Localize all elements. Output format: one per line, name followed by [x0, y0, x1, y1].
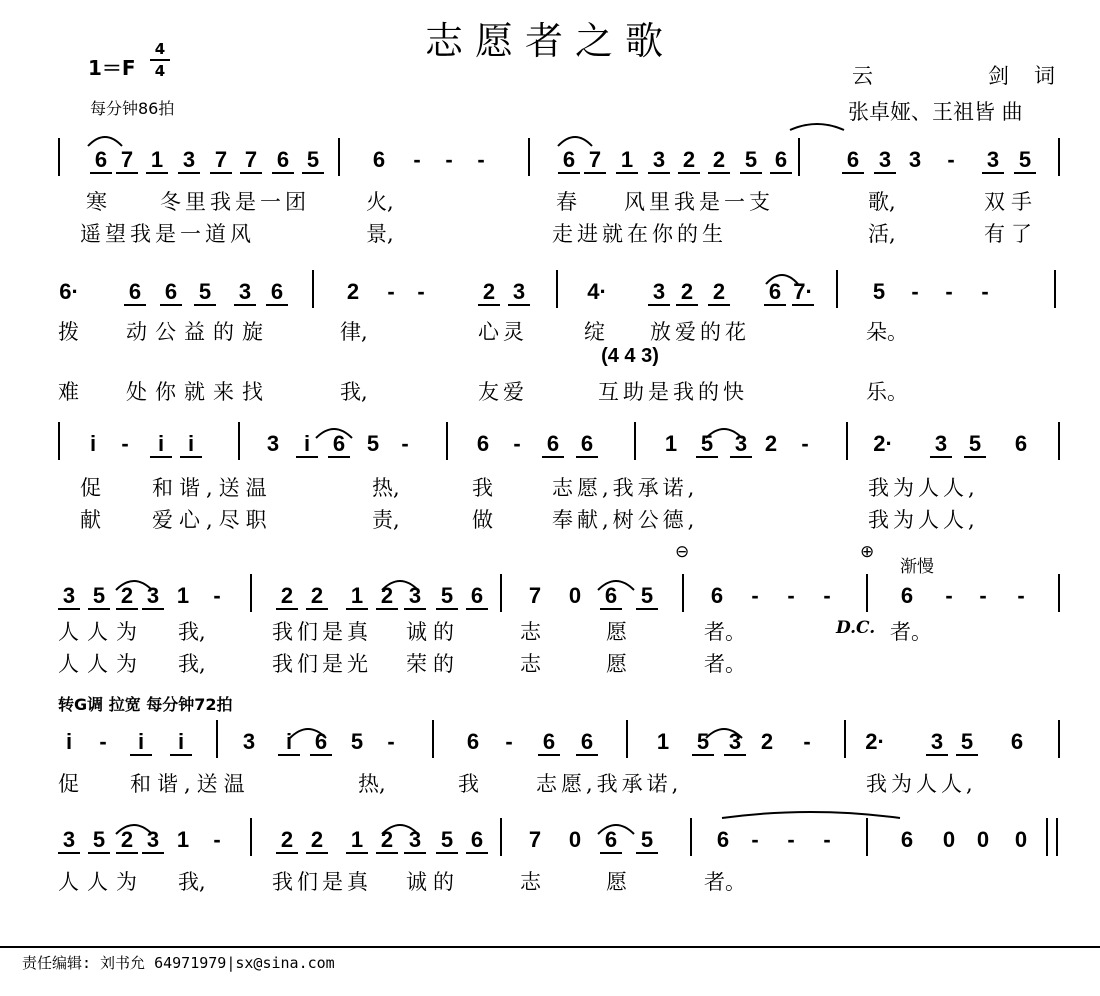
sustain-dash: - — [823, 827, 831, 852]
note: 5 — [636, 584, 658, 610]
note: 3 — [982, 148, 1004, 174]
coda-mark: ⊕ — [860, 542, 875, 562]
note: i — [170, 730, 192, 756]
sustain-dash: - — [787, 827, 795, 852]
note: 6· — [59, 279, 79, 304]
note: 2 — [306, 828, 328, 854]
lyric: 动公益的旋 — [126, 320, 271, 344]
note: 6 — [466, 584, 488, 610]
editor-credit: 责任编辑: 刘书允 64971979|sx@sina.com — [22, 954, 335, 972]
lyric: 遥望我是一道风 — [80, 222, 255, 246]
note: 6 — [576, 730, 598, 756]
note: 3 — [730, 432, 752, 458]
note: 5 — [1014, 148, 1036, 174]
note: 3 — [404, 828, 426, 854]
lyric: 冬里我是一团 — [160, 190, 310, 214]
note: i — [150, 432, 172, 458]
note: 5 — [692, 730, 714, 756]
sustain-dash: - — [787, 583, 795, 608]
lyric: 心灵 — [478, 320, 528, 344]
lyric: 朵。 — [866, 320, 908, 344]
note: 5 — [366, 431, 380, 456]
lyric: 人人为 — [58, 870, 145, 894]
lyric: 人人为 — [58, 620, 145, 644]
note: 5 — [302, 148, 324, 174]
note: 3 — [404, 584, 426, 610]
note: 7 — [528, 827, 542, 852]
lyric: 我, — [178, 870, 206, 894]
key-change-marking: 转G调 拉宽 每分钟72拍 — [58, 695, 233, 714]
slur — [316, 429, 352, 438]
sustain-dash: - — [387, 729, 395, 754]
lyric: 志 — [520, 620, 541, 644]
lyric: 我, — [178, 652, 206, 676]
sustain-dash: - — [945, 279, 953, 304]
note: 7 — [584, 148, 606, 174]
lyric: 愿 — [606, 620, 627, 644]
note: 0 — [942, 827, 956, 852]
lyric: 绽 — [584, 320, 605, 344]
lyric: 者。 — [704, 870, 746, 894]
lyric: 我们是真 — [272, 620, 372, 644]
note: 1 — [146, 148, 168, 174]
note: 6 — [476, 431, 490, 456]
note: 6 — [764, 280, 786, 306]
note: 3 — [266, 431, 280, 456]
key-signature: 1＝F — [88, 56, 136, 80]
note: 3 — [926, 730, 948, 756]
lyricist-surname: 云 — [852, 64, 873, 88]
lyric: 志愿,我承诺, — [536, 772, 683, 796]
alt-notes: (4 4 3) — [601, 345, 659, 367]
note: 3 — [908, 147, 922, 172]
note: 0 — [568, 583, 582, 608]
slur — [290, 729, 326, 738]
note: 3 — [142, 828, 164, 854]
lyric: 献 — [80, 508, 101, 532]
note: i — [130, 730, 152, 756]
note: i — [180, 432, 202, 458]
sustain-dash: - — [823, 583, 831, 608]
note: 3 — [242, 729, 256, 754]
sustain-dash: - — [387, 279, 395, 304]
lyric: 热, — [358, 772, 386, 796]
note: 5 — [740, 148, 762, 174]
lyric: 人人为 — [58, 652, 145, 676]
lyric: 景, — [366, 222, 394, 246]
lyric: 爱心,尽职 — [152, 508, 273, 532]
note: 5 — [436, 828, 458, 854]
note: 0 — [568, 827, 582, 852]
note: 2 — [116, 584, 138, 610]
note: 0 — [1014, 827, 1028, 852]
meter-top: 4 — [154, 40, 166, 58]
note: 7· — [793, 279, 813, 304]
tie — [790, 124, 844, 130]
footer-divider — [0, 946, 1100, 948]
lyric: 我为人人, — [868, 508, 979, 532]
note: 5 — [436, 584, 458, 610]
tempo-marking: 每分钟86拍 — [90, 99, 175, 118]
note: 2 — [276, 828, 298, 854]
note: 2 — [678, 148, 700, 174]
note: 6 — [310, 730, 332, 756]
slur — [558, 137, 592, 146]
note: 6 — [372, 147, 386, 172]
lyric: 者。 — [704, 620, 746, 644]
lyric: 拨 — [58, 320, 79, 344]
lyric: 荣的 — [406, 652, 460, 676]
note: i — [65, 729, 73, 754]
note: 2 — [276, 584, 298, 610]
lyric: 我, — [178, 620, 206, 644]
note: 5 — [956, 730, 978, 756]
note: 1 — [346, 584, 368, 610]
lyric: 寒 — [86, 190, 107, 214]
sustain-dash: - — [751, 827, 759, 852]
sustain-dash: - — [213, 827, 221, 852]
slur — [598, 825, 634, 834]
sustain-dash: - — [981, 279, 989, 304]
note: 6 — [716, 827, 730, 852]
note: 3 — [648, 148, 670, 174]
note: 7 — [528, 583, 542, 608]
lyric: 和谐,送温 — [152, 476, 273, 500]
lyric: 奉献,树公德, — [552, 508, 699, 532]
tie — [722, 812, 900, 818]
note: 7 — [210, 148, 232, 174]
sustain-dash: - — [477, 147, 485, 172]
note: 6 — [1014, 431, 1028, 456]
lyric: 互助是我的快 — [598, 380, 748, 404]
ritardando-mark: 渐慢 — [900, 557, 934, 577]
note: 6 — [842, 148, 864, 174]
lyric: 我们是光 — [272, 652, 372, 676]
lyric: 责, — [372, 508, 400, 532]
note: 2 — [116, 828, 138, 854]
note: 5 — [872, 279, 886, 304]
lyric: 歌, — [868, 190, 896, 214]
note: 2 — [760, 729, 774, 754]
note: 6 — [600, 584, 622, 610]
note: 2 — [478, 280, 500, 306]
lyric: 走进就在你的生 — [552, 222, 727, 246]
note: 7 — [116, 148, 138, 174]
note: 6 — [538, 730, 560, 756]
note: 2 — [708, 148, 730, 174]
note: i — [89, 431, 97, 456]
lyric: 诚的 — [406, 620, 460, 644]
note: 6 — [600, 828, 622, 854]
lyric: 热, — [372, 476, 400, 500]
composer-credit: 张卓娅、王祖皆 曲 — [848, 100, 1023, 124]
note: 1 — [656, 729, 670, 754]
note: 6 — [266, 280, 288, 306]
segno-mark-1: ⊖ — [675, 542, 690, 562]
note: 5 — [964, 432, 986, 458]
note: 3 — [178, 148, 200, 174]
note: 3 — [142, 584, 164, 610]
lyric: 诚的 — [406, 870, 460, 894]
sustain-dash: - — [945, 583, 953, 608]
note: 6 — [124, 280, 146, 306]
sustain-dash: - — [413, 147, 421, 172]
slur — [382, 825, 418, 834]
slur — [116, 825, 152, 834]
lyric: 者。 — [704, 652, 746, 676]
note: 6 — [576, 432, 598, 458]
note: 3 — [648, 280, 670, 306]
note: 2 — [676, 280, 698, 306]
meter-bottom: 4 — [154, 62, 166, 80]
note: 6 — [466, 828, 488, 854]
lyric: 愿 — [606, 652, 627, 676]
slur — [706, 429, 742, 438]
lyric: 志愿,我承诺, — [552, 476, 699, 500]
note: 5 — [350, 729, 364, 754]
sustain-dash: - — [99, 729, 107, 754]
note: 0 — [976, 827, 990, 852]
lyric: 我为人人, — [868, 476, 979, 500]
note: 6 — [328, 432, 350, 458]
note: 5 — [194, 280, 216, 306]
note: 2 — [346, 279, 360, 304]
lyric: 志 — [520, 870, 541, 894]
lyric: 友爱 — [478, 380, 528, 404]
note: 2 — [376, 828, 398, 854]
slur — [766, 275, 798, 284]
note: 2· — [873, 431, 893, 456]
lyric: 做 — [472, 508, 493, 532]
lyric: 促 — [58, 772, 79, 796]
lyric: 促 — [80, 476, 101, 500]
slur — [88, 137, 122, 146]
lyric: 春 — [556, 190, 577, 214]
note: 3 — [234, 280, 256, 306]
lyricist-given-name: 剑 — [988, 64, 1009, 88]
sustain-dash: - — [513, 431, 521, 456]
lyric: 愿 — [606, 870, 627, 894]
note: 3 — [508, 280, 530, 306]
lyric: 放爱的花 — [650, 320, 750, 344]
note: 3 — [58, 828, 80, 854]
lyric: 双手 — [984, 190, 1038, 214]
note: 5 — [88, 584, 110, 610]
lyric: 我们是真 — [272, 870, 372, 894]
note: 4· — [587, 279, 607, 304]
slur — [116, 581, 152, 590]
lyric: 处你就来找 — [126, 380, 271, 404]
lyricist-label: 词 — [1034, 64, 1055, 88]
note: 3 — [724, 730, 746, 756]
lyric: 风里我是一支 — [624, 190, 774, 214]
note: 7 — [240, 148, 262, 174]
note: 3 — [58, 584, 80, 610]
note: 2 — [764, 431, 778, 456]
sustain-dash: - — [801, 431, 809, 456]
note: 2 — [708, 280, 730, 306]
sustain-dash: - — [751, 583, 759, 608]
lyric: 火, — [366, 190, 394, 214]
note: 2 — [376, 584, 398, 610]
note: 1 — [616, 148, 638, 174]
note: 6 — [542, 432, 564, 458]
note: 5 — [636, 828, 658, 854]
note: 5 — [88, 828, 110, 854]
note: 6 — [710, 583, 724, 608]
note: 1 — [346, 828, 368, 854]
sustain-dash: - — [911, 279, 919, 304]
slur — [706, 729, 742, 738]
lyric: 有了 — [984, 222, 1038, 246]
lyric: 难 — [58, 380, 79, 404]
note: 6 — [558, 148, 580, 174]
lyric: 我 — [472, 476, 493, 500]
dc-marking: D.C. — [836, 618, 876, 638]
lyric: 我为人人, — [866, 772, 977, 796]
note: i — [278, 730, 300, 756]
note: 6 — [272, 148, 294, 174]
note: 2 — [306, 584, 328, 610]
song-title: 志愿者之歌 — [424, 19, 675, 63]
sustain-dash: - — [803, 729, 811, 754]
sustain-dash: - — [445, 147, 453, 172]
note: 6 — [1010, 729, 1024, 754]
note: 6 — [160, 280, 182, 306]
sustain-dash: - — [401, 431, 409, 456]
dc-lyric: 者。 — [890, 620, 932, 644]
sustain-dash: - — [505, 729, 513, 754]
sustain-dash: - — [947, 147, 955, 172]
lyric: 我, — [340, 380, 368, 404]
note: 6 — [90, 148, 112, 174]
sustain-dash: - — [417, 279, 425, 304]
note: 5 — [696, 432, 718, 458]
lyric: 乐。 — [866, 380, 908, 404]
lyric: 我 — [458, 772, 479, 796]
note: 1 — [176, 583, 190, 608]
lyric: 律, — [340, 320, 368, 344]
note: 6 — [900, 583, 914, 608]
lyric: 和谐,送温 — [130, 772, 251, 796]
slur — [598, 581, 634, 590]
sustain-dash: - — [979, 583, 987, 608]
note: 3 — [930, 432, 952, 458]
note: 1 — [176, 827, 190, 852]
lyric: 志 — [520, 652, 541, 676]
note: 2· — [865, 729, 885, 754]
note: 6 — [466, 729, 480, 754]
sustain-dash: - — [213, 583, 221, 608]
note: 6 — [770, 148, 792, 174]
note: 1 — [664, 431, 678, 456]
note: 6 — [900, 827, 914, 852]
slur — [382, 581, 418, 590]
sustain-dash: - — [121, 431, 129, 456]
note: i — [296, 432, 318, 458]
lyric: 活, — [868, 222, 896, 246]
note: 3 — [874, 148, 896, 174]
slur-marks — [88, 124, 900, 834]
sustain-dash: - — [1017, 583, 1025, 608]
